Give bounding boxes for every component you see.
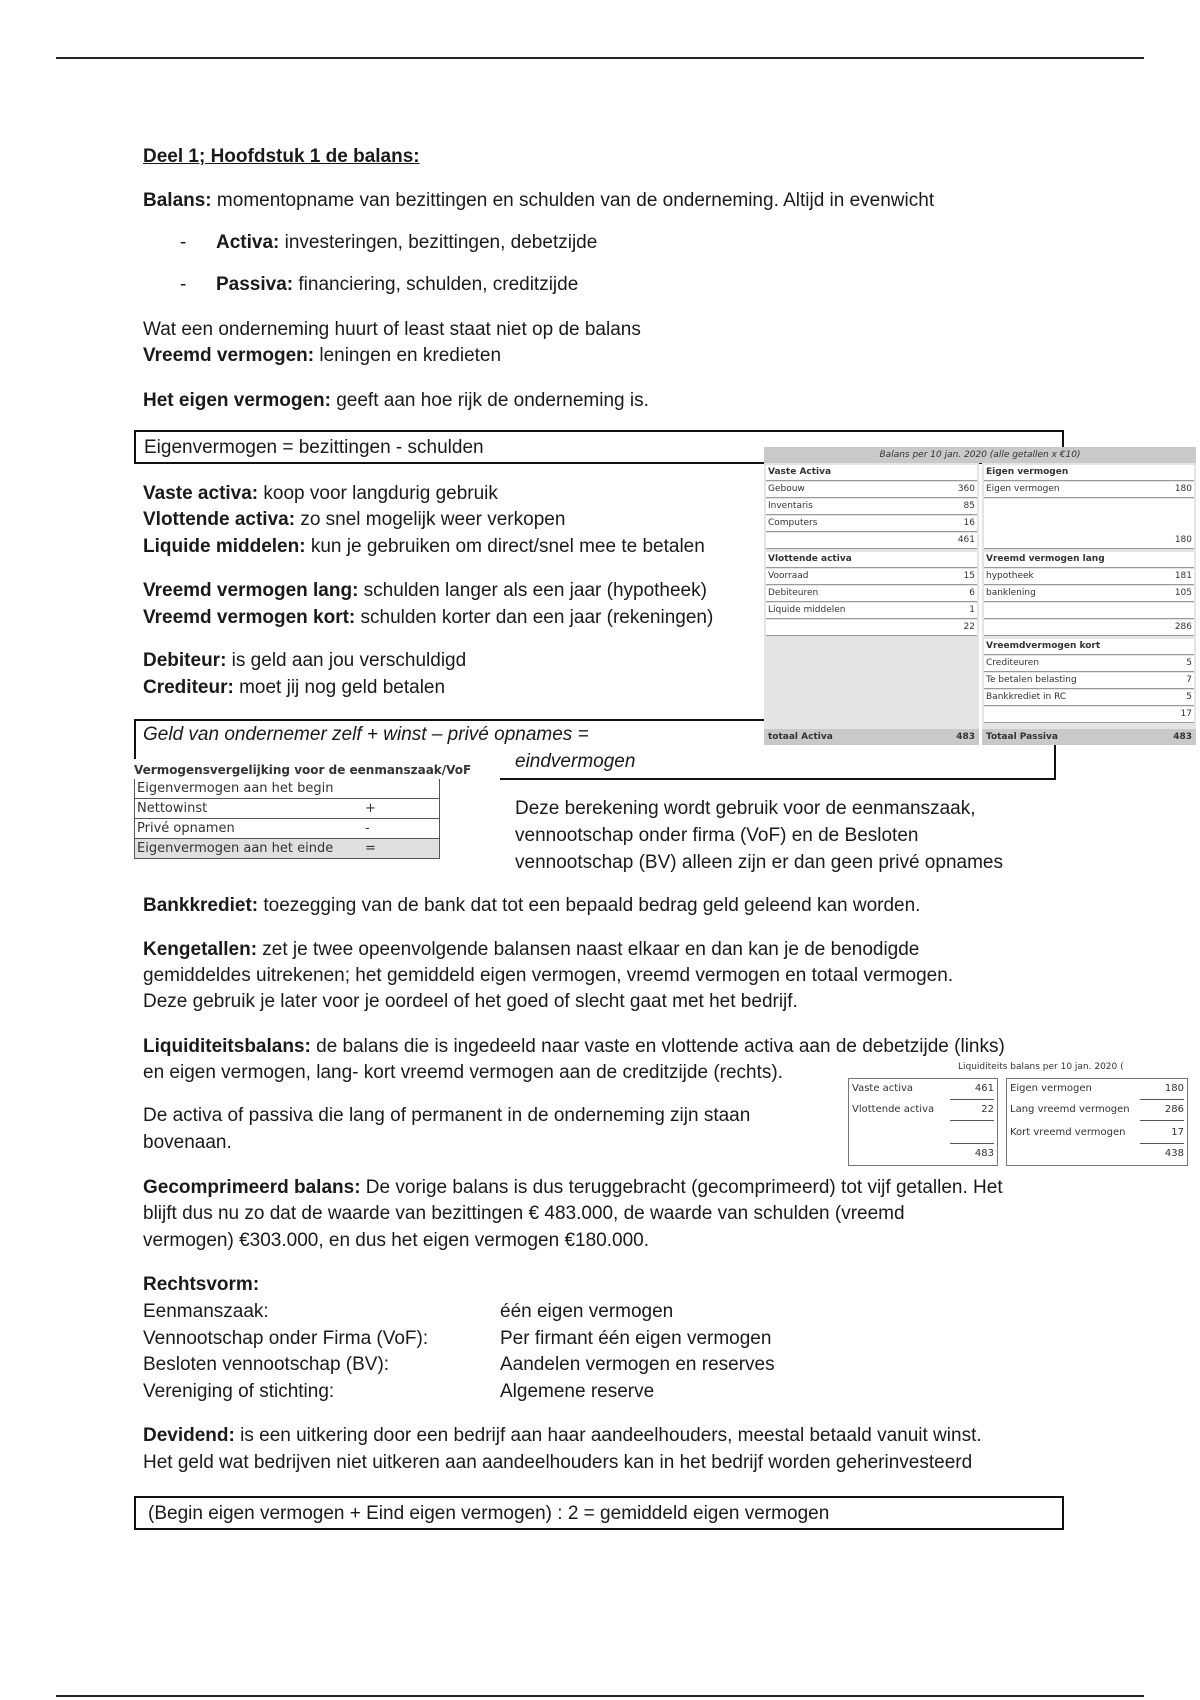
table-row [1010,1100,1184,1120]
table-row [766,499,977,515]
table-row [134,779,440,799]
value: 286 [1174,622,1192,632]
rechtsvorm-label: Eenmanszaak: [143,1301,269,1322]
label: Nettowinst [137,801,208,816]
value: 180 [1174,535,1192,545]
balance-sheet [764,447,1196,745]
vreemd-lang-definition [143,578,707,604]
kengetallen-definition [143,937,919,963]
label: Vaste Activa [768,467,832,477]
table-row [1010,1123,1184,1143]
definition: financiering, schulden, creditzijde [293,274,579,295]
section-header [984,465,1194,481]
balans-definition [143,188,934,214]
rechtsvorm-label: Besloten vennootschap (BV): [143,1354,390,1375]
term: Vaste activa: [143,483,259,504]
term: Liquide middelen: [143,536,306,557]
value: 438 [1164,1148,1184,1159]
table-row [984,569,1194,585]
label: Voorraad [768,571,809,581]
devidend-definition [143,1423,982,1449]
passiva-definition [216,272,578,298]
vaste-activa-definition [143,481,498,507]
formula-text: Eigenvermogen = bezittingen - schulden [144,437,484,458]
value: 1 [969,605,975,615]
value: 15 [963,571,975,581]
definition: toezegging van de bank dat tot een bepaald bedrag geld geleend kan worden. [258,895,921,916]
eigen-vermogen-definition [143,388,649,414]
definition: koop voor langdurig gebruik [258,483,498,504]
formula-box-gemiddeld [134,1496,1064,1530]
definition: investeringen, bezittingen, debetzijde [279,232,598,253]
value: 7 [1186,675,1192,685]
bankkrediet-definition [143,893,920,919]
debiteur-definition [143,648,466,674]
definition: de balans die is ingedeeld naar vaste en vlottende activa aan de debetzijde (links) [310,1036,1005,1057]
liquide-middelen-definition [143,534,705,560]
debet-side [848,1078,998,1166]
balance-sheet-title: Balans per 10 jan. 2020 (alle getallen x €10) [764,447,1196,463]
value: 180 [1174,484,1192,494]
totaal-passiva-row [982,729,1196,745]
value: 5 [1186,692,1192,702]
table-row [766,569,977,585]
subtotal-row [766,533,977,549]
term: Vreemd vermogen lang: [143,580,359,601]
gecomprimeerd-definition [143,1175,1003,1201]
gecomprimeerd-line3: vermogen) €303.000, en dus het eigen vermogen €180.000. [143,1230,649,1251]
label: Eigen vermogen [1010,1083,1092,1094]
formula-box-border [1054,745,1056,779]
value: 17 [1140,1123,1184,1144]
label: Eigen vermogen [986,484,1060,494]
label: Liquide middelen [768,605,846,615]
formula-eindvermogen-line2: eindvermogen [515,751,636,772]
label: Vreemd vermogen lang [986,554,1105,564]
label: Bankkrediet in RC [986,692,1067,702]
section-header [984,639,1194,655]
berekening-line3: vennootschap (BV) alleen zijn er dan geen privé opnames [515,852,1003,873]
table-row [984,656,1194,672]
value: 16 [963,518,975,528]
formula-box-border [500,778,1056,780]
table-row [852,1079,994,1099]
label: Eigen vermogen [986,467,1069,477]
table-row [984,482,1194,498]
label: Vreemdvermogen kort [986,641,1101,651]
term: Activa: [216,232,280,253]
label: Eigenvermogen aan het einde [137,841,334,856]
table-row [766,603,977,619]
kengetallen-line2: gemiddeldes uitrekenen; het gemiddeld eigen vermogen, vreemd vermogen en totaal vermogen. [143,965,954,986]
value: 180 [1140,1079,1184,1100]
table-row [984,673,1194,689]
label: Gebouw [768,484,805,494]
table-row [766,482,977,498]
huur-note: Wat een onderneming huurt of least staat niet op de balans [143,319,641,340]
rechtsvorm-title: Rechtsvorm: [143,1274,260,1295]
bullet: - [180,232,187,253]
term: Bankkrediet: [143,895,259,916]
sign: - [365,821,370,836]
vreemd-kort-definition [143,605,713,631]
value: 22 [950,1100,994,1121]
rechtsvorm-value: Aandelen vermogen en reserves [500,1354,775,1375]
rechtsvorm-label: Vennootschap onder Firma (VoF): [143,1328,429,1349]
table-row [134,799,440,819]
header-rule [56,57,1144,59]
definition: is een uitkering door een bedrijf aan haar aandeelhouders, meestal betaald vanuit winst. [234,1425,982,1446]
formula-box-border [134,719,136,759]
formula-text: (Begin eigen vermogen + Eind eigen vermogen) : 2 = gemiddeld eigen vermogen [148,1503,830,1524]
term: Balans: [143,190,212,211]
label: totaal Activa [768,732,833,742]
label: Vlottende activa [768,554,852,564]
section-header [766,552,977,568]
subtotal-row [984,707,1194,723]
label: Lang vreemd vermogen [1010,1104,1130,1115]
table-row [134,839,440,859]
term: Crediteur: [143,677,234,698]
value: 5 [1186,658,1192,668]
definition: De vorige balans is dus teruggebracht (gecomprimeerd) tot vijf getallen. Het [360,1177,1003,1198]
liquiditeitsbalans-line3: De activa of passiva die lang of permanent in de onderneming zijn staan [143,1105,751,1126]
blank-row [984,499,1194,534]
value: 85 [963,501,975,511]
label: Privé opnamen [137,821,235,836]
value: 6 [969,588,975,598]
table-row [984,690,1194,706]
total-row [1010,1144,1184,1164]
blank-row [984,603,1194,619]
table-row [766,516,977,532]
definition: is geld aan jou verschuldigd [226,650,467,671]
berekening-line1: Deze berekening wordt gebruik voor de eenmanszaak, [515,798,976,819]
vermogensvergelijking-table [134,761,472,859]
label: Kort vreemd vermogen [1010,1127,1126,1138]
value: 22 [963,622,975,632]
value: 461 [950,1079,994,1100]
label: Vaste activa [852,1083,914,1094]
subtotal-row [984,620,1194,636]
label: hypotheek [986,571,1034,581]
devidend-line2: Het geld wat bedrijven niet uitkeren aan aandeelhouders kan in het bedrijf worden geherinvesteerd [143,1452,973,1473]
table-title: Liquiditeits balans per 10 jan. 2020 ( [958,1062,1124,1072]
section-header [766,465,977,481]
label: Vlottende activa [852,1104,935,1115]
formula-eindvermogen-line1: Geld van ondernemer zelf + winst – privé opnames = [143,724,589,745]
liquiditeitsbalans-line2: en eigen vermogen, lang- kort vreemd vermogen aan de creditzijde (rechts). [143,1062,783,1083]
value: 483 [956,732,975,742]
value: 105 [1174,588,1192,598]
value: 360 [957,484,975,494]
blank-value [950,1123,994,1144]
term: Het eigen vermogen: [143,390,331,411]
table-row [984,586,1194,602]
term: Liquiditeitsbalans: [143,1036,311,1057]
sign: + [365,801,376,816]
label: Inventaris [768,501,813,511]
definition: schulden korter dan een jaar (rekeningen) [355,607,714,628]
rechtsvorm-value: Per firmant één eigen vermogen [500,1328,772,1349]
rechtsvorm-value: Algemene reserve [500,1381,655,1402]
definition: leningen en kredieten [314,345,502,366]
term: Kengetallen: [143,939,258,960]
footer-rule [56,1695,1144,1697]
table-row [766,586,977,602]
liquiditeitsbalans-table [848,1062,1188,1166]
gecomprimeerd-line2: blijft dus nu zo dat de waarde van bezittingen € 483.000, de waarde van schulden (vreemd [143,1203,905,1224]
value: 483 [1173,732,1192,742]
definition: geeft aan hoe rijk de onderneming is. [330,390,649,411]
blank-row [852,1123,994,1143]
vreemd-vermogen-definition [143,343,501,369]
value: 286 [1140,1100,1184,1121]
label: banklening [986,588,1036,598]
liquiditeitsbalans-definition [143,1034,1005,1060]
term: Vreemd vermogen: [143,345,315,366]
activa-definition [216,230,597,256]
definition: momentopname van bezittingen en schulden van de onderneming. Altijd in evenwicht [211,190,935,211]
label: Debiteuren [768,588,819,598]
definition: zo snel mogelijk weer verkopen [295,509,566,530]
definition: moet jij nog geld betalen [233,677,446,698]
section-header [984,552,1194,568]
subtotal-row [984,533,1194,549]
vlottende-activa-definition [143,507,565,533]
term: Debiteur: [143,650,227,671]
definition: schulden langer als een jaar (hypotheek) [358,580,707,601]
berekening-line2: vennootschap onder firma (VoF) en de Besloten [515,825,919,846]
term: Devidend: [143,1425,235,1446]
table-title: Vermogensvergelijking voor de eenmanszaak/VoF [134,763,472,777]
value: 461 [957,535,975,545]
table-row [1010,1079,1184,1099]
total-row [852,1144,994,1164]
subtotal-row [766,620,977,636]
table-row [852,1100,994,1120]
label: Totaal Passiva [986,732,1058,742]
label: Eigenvermogen aan het begin [137,781,334,796]
definition: kun je gebruiken om direct/snel mee te betalen [305,536,705,557]
formula-box-border [134,719,764,721]
totaal-activa-row [764,729,979,745]
rechtsvorm-label: Vereniging of stichting: [143,1381,335,1402]
term: Gecomprimeerd balans: [143,1177,361,1198]
term: Vreemd vermogen kort: [143,607,356,628]
kengetallen-line3: Deze gebruik je later voor je oordeel of het goed of slecht gaat met het bedrijf. [143,991,798,1012]
rechtsvorm-value: één eigen vermogen [500,1301,674,1322]
credit-side [982,463,1196,729]
label: Crediteuren [986,658,1040,668]
value: 181 [1174,571,1192,581]
label: Te betalen belasting [986,675,1077,685]
definition: zet je twee opeenvolgende balansen naast elkaar en dan kan je de benodigde [257,939,920,960]
label: Computers [768,518,818,528]
table-row [134,819,440,839]
liquiditeitsbalans-line4: bovenaan. [143,1132,232,1153]
value: 483 [974,1148,994,1159]
credit-side [1006,1078,1188,1166]
page-title: Deel 1; Hoofdstuk 1 de balans: [143,146,420,167]
crediteur-definition [143,675,445,701]
term: Passiva: [216,274,294,295]
bullet: - [180,274,187,295]
debet-side [764,463,979,729]
value: 17 [1180,709,1192,719]
term: Vlottende activa: [143,509,296,530]
sign: = [365,841,376,856]
